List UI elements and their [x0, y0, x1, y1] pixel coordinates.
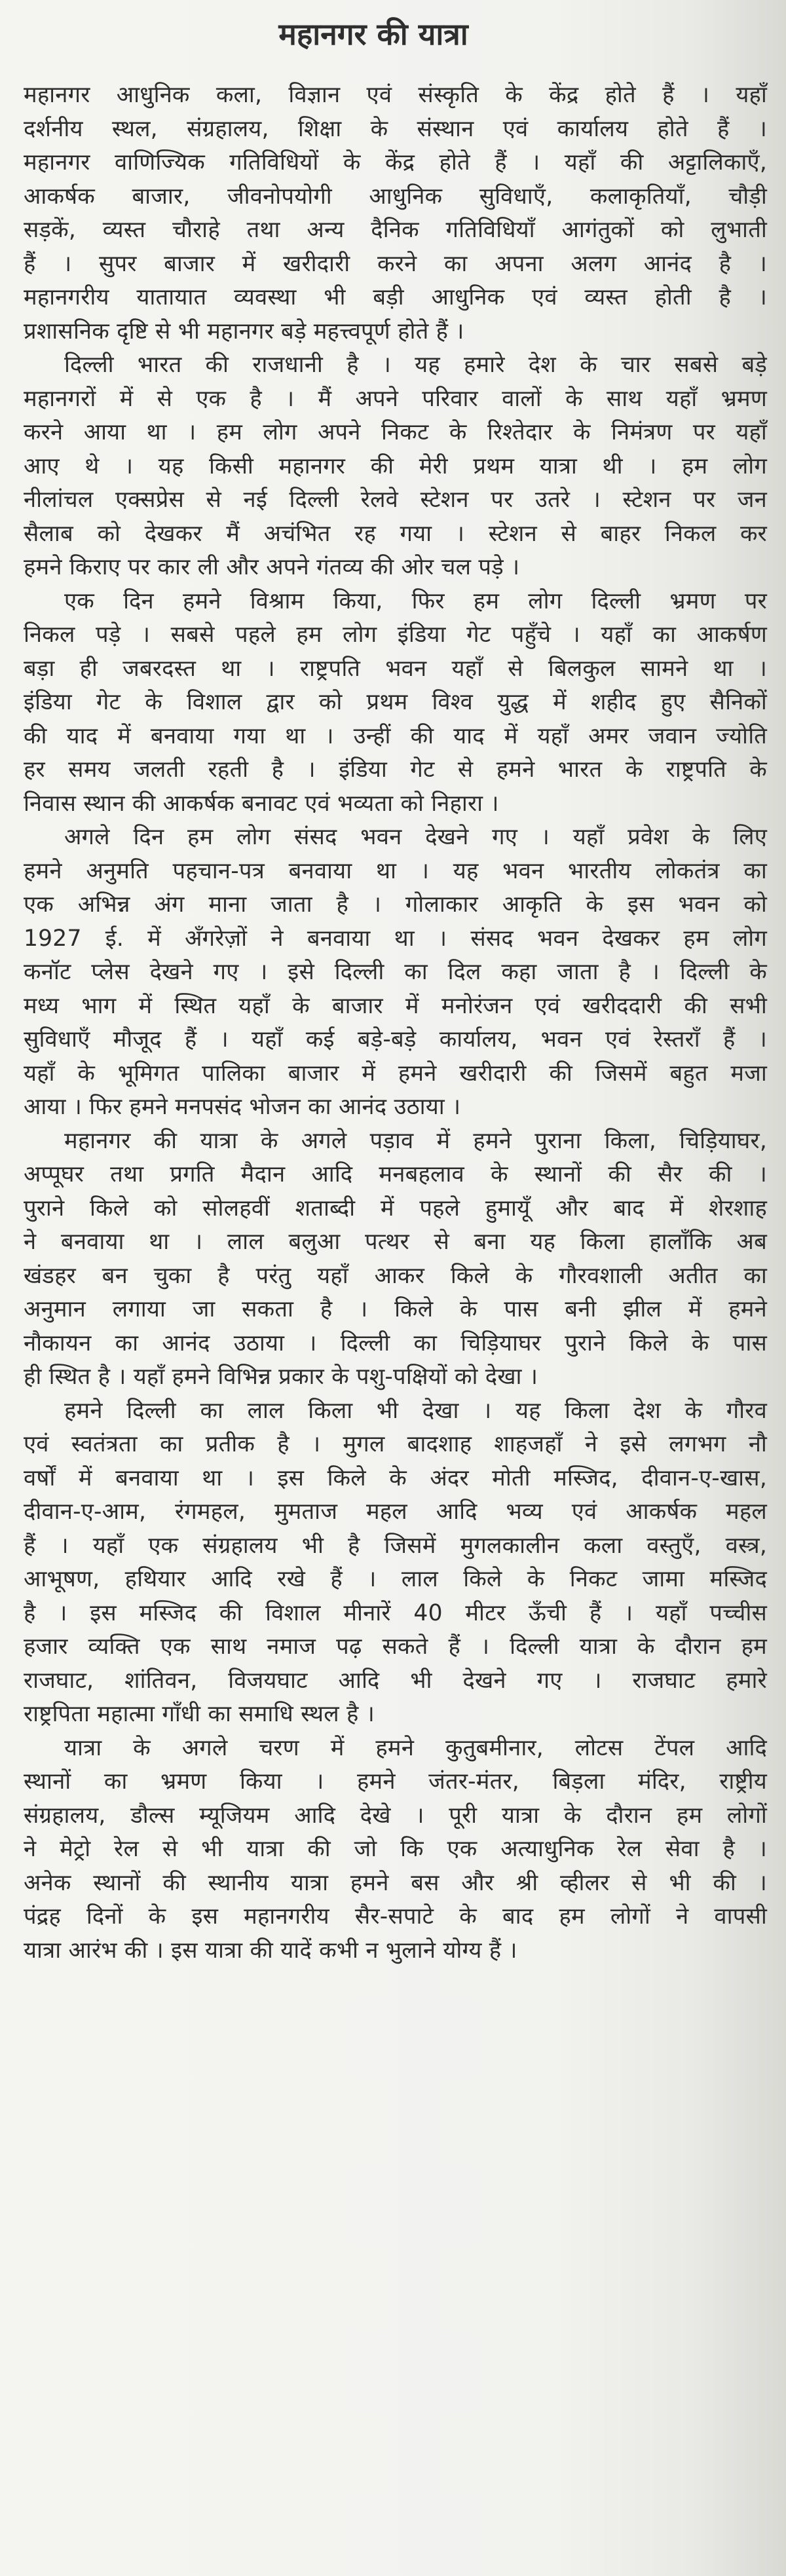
paragraph-first-line: अगले दिन हम लोग संसद भवन देखने गए । यहाँ प्रवेश के लिए: [64, 824, 767, 850]
text-line: आया । फिर हमने मनपसंद भोजन का आनंद उठाया ।: [24, 1094, 461, 1120]
text-line: अप्पूघर तथा प्रगति मैदान आदि मनबहलाव के स्थानों की सैर की ।: [24, 1161, 767, 1187]
paragraph-first-line: हमने दिल्ली का लाल किला भी देखा । यह किला देश के गौरव: [64, 1397, 767, 1424]
paragraph-first-line: एक दिन हमने विश्राम किया, फिर हम लोग दिल्ली भ्रमण पर: [64, 588, 767, 614]
text-line: महानगरीय यातायात व्यवस्था भी बड़ी आधुनिक एवं व्यस्त होती है ।: [24, 284, 767, 310]
paragraph-first-line: दिल्ली भारत की राजधानी है । यह हमारे देश के चार सबसे बड़े: [64, 352, 767, 378]
text-line: नीलांचल एक्सप्रेस से नई दिल्ली रेलवे स्टेशन पर उतरे । स्टेशन पर जन: [24, 487, 767, 513]
text-line: बड़ा ही जबरदस्त था । राष्ट्रपति भवन यहाँ से बिलकुल सामने था ।: [24, 655, 767, 682]
text-line: निकल पड़े । सबसे पहले हम लोग इंडिया गेट पहुँचे । यहाँ का आकर्षण: [24, 622, 767, 648]
text-line: एक अभिन्न अंग माना जाता है । गोलाकार आकृति के इस भवन को: [24, 891, 767, 918]
text-line: इंडिया गेट के विशाल द्वार को प्रथम विश्व युद्ध में शहीद हुए सैनिकों: [24, 689, 767, 715]
text-line: एवं स्वतंत्रता का प्रतीक है । मुगल बादशाह शाहजहाँ ने इसे लगभग नौ: [24, 1431, 767, 1457]
text-line: करने आया था । हम लोग अपने निकट के रिश्तेदार के निमंत्रण पर यहाँ: [24, 419, 767, 445]
text-line: हैं । सुपर बाजार में खरीदारी करने का अपना अलग आनंद है ।: [24, 250, 767, 277]
text-line: संग्रहालय, डौल्स म्यूजियम आदि देखे । पूरी यात्रा के दौरान हम लोगों: [24, 1802, 767, 1829]
text-line: राजघाट, शांतिवन, विजयघाट आदि भी देखने गए । राजघाट हमारे: [24, 1667, 767, 1694]
text-line: महानगर आधुनिक कला, विज्ञान एवं संस्कृति के केंद्र होते हैं । यहाँ: [24, 82, 767, 108]
text-line: सैलाब को देखकर मैं अचंभित रह गया । स्टेशन से बाहर निकल कर: [24, 520, 767, 547]
text-line: सुविधाएँ मौजूद हैं । यहाँ कई बड़े-बड़े कार्यालय, भवन एवं रेस्तराँ हैं ।: [24, 1026, 767, 1053]
text-line: हैं । यहाँ एक संग्रहालय भी है जिसमें मुगलकालीन कला वस्तुएँ, वस्त्र,: [24, 1532, 767, 1559]
text-line: ने बनवाया था । लाल बलुआ पत्थर से बना यह किला हालाँकि अब: [24, 1229, 767, 1255]
text-line: पंद्रह दिनों के इस महानगरीय सैर-सपाटे के बाद हम लोगों ने वापसी: [24, 1903, 767, 1930]
text-line: हजार व्यक्ति एक साथ नमाज पढ़ सकते हैं । दिल्ली यात्रा के दौरान हम: [24, 1633, 767, 1660]
text-line: आभूषण, हथियार आदि रखे हैं । लाल किले के निकट जामा मस्जिद: [24, 1566, 767, 1592]
text-line: 1927 ई. में अँगरेज़ों ने बनवाया था । संसद भवन देखकर हम लोग: [24, 925, 767, 952]
text-line: यहाँ के भूमिगत पालिका बाजार में हमने खरीदारी की जिसमें बहुत मजा: [24, 1060, 767, 1087]
text-line: हमने किराए पर कार ली और अपने गंतव्य की ओर चल पड़े ।: [24, 554, 520, 580]
text-line: आकर्षक बाजार, जीवनोपयोगी आधुनिक सुविधाएँ, कलाकृतियाँ, चौड़ी: [24, 183, 767, 210]
text-line: ने मेट्रो रेल से भी यात्रा की जो कि एक अत्याधुनिक रेल सेवा है ।: [24, 1836, 767, 1862]
text-line: नौकायन का आनंद उठाया । दिल्ली का चिड़ियाघर पुराने किले के पास: [24, 1330, 767, 1356]
essay-body: [24, 79, 767, 1968]
text-line: निवास स्थान की आकर्षक बनावट एवं भव्यता को निहारा ।: [24, 790, 499, 817]
text-line: मध्य भाग में स्थित यहाँ के बाजार में मनोरंजन एवं खरीददारी की सभी: [24, 992, 767, 1019]
text-line: स्थानों का भ्रमण किया । हमने जंतर-मंतर, बिड़ला मंदिर, राष्ट्रीय: [24, 1768, 767, 1795]
text-line: यात्रा आरंभ की । इस यात्रा की यादें कभी न भुलाने योग्य हैं ।: [24, 1937, 517, 1964]
text-line: दर्शनीय स्थल, संग्रहालय, शिक्षा के संस्थान एवं कार्यालय होते हैं ।: [24, 115, 767, 142]
text-line: सड़कें, व्यस्त चौराहे तथा अन्य दैनिक गतिविधियाँ आगंतुकों को लुभाती: [24, 217, 767, 243]
text-line: महानगर वाणिज्यिक गतिविधियों के केंद्र होते हैं । यहाँ की अट्टालिकाएँ,: [24, 149, 767, 176]
text-line: दीवान-ए-आम, रंगमहल, मुमताज महल आदि भव्य एवं आकर्षक महल: [24, 1499, 767, 1525]
text-line: महानगरों में से एक है । मैं अपने परिवार वालों के साथ यहाँ भ्रमण: [24, 385, 767, 412]
text-line: अनेक स्थानों की स्थानीय यात्रा हमने बस और श्री व्हीलर से भी की ।: [24, 1869, 767, 1896]
paragraph-first-line: महानगर की यात्रा के अगले पड़ाव में हमने पुराना किला, चिड़ियाघर,: [64, 1127, 767, 1154]
text-line: खंडहर बन चुका है परंतु यहाँ आकर किले के गौरवशाली अतीत का: [24, 1262, 767, 1289]
text-line: प्रशासनिक दृष्टि से भी महानगर बड़े महत्त्वपूर्ण होते हैं ।: [24, 318, 464, 345]
text-line: राष्ट्रपिता महात्मा गाँधी का समाधि स्थल है ।: [24, 1701, 375, 1727]
essay-title: महानगर की यात्रा: [278, 16, 468, 52]
text-line: कनॉट प्लेस देखने गए । इसे दिल्ली का दिल कहा जाता है । दिल्ली के: [24, 959, 767, 985]
text-line: वर्षों में बनवाया था । इस किले के अंदर मोती मस्जिद, दीवान-ए-खास,: [24, 1465, 767, 1491]
text-line: पुराने किले को सोलहवीं शताब्दी में पहले हुमायूँ और बाद में शेरशाह: [24, 1195, 767, 1222]
text-line: हर समय जलती रहती है । इंडिया गेट से हमने भारत के राष्ट्रपति के: [24, 756, 767, 783]
text-line: अनुमान लगाया जा सकता है । किले के पास बनी झील में हमने: [24, 1296, 767, 1322]
text-line: की याद में बनवाया गया था । उन्हीं की याद में यहाँ अमर जवान ज्योति: [24, 722, 767, 749]
text-line: है । इस मस्जिद की विशाल मीनारें 40 मीटर ऊँची हैं । यहाँ पच्चीस: [24, 1599, 767, 1626]
paragraph-first-line: यात्रा के अगले चरण में हमने कुतुबमीनार, लोटस टेंपल आदि: [64, 1734, 767, 1761]
text-line: हमने अनुमति पहचान-पत्र बनवाया था । यह भवन भारतीय लोकतंत्र का: [24, 857, 767, 884]
text-line: आए थे । यह किसी महानगर की मेरी प्रथम यात्रा थी । हम लोग: [24, 453, 767, 479]
text-line: ही स्थित है । यहाँ हमने विभिन्न प्रकार के पशु-पक्षियों को देखा ।: [24, 1364, 538, 1390]
